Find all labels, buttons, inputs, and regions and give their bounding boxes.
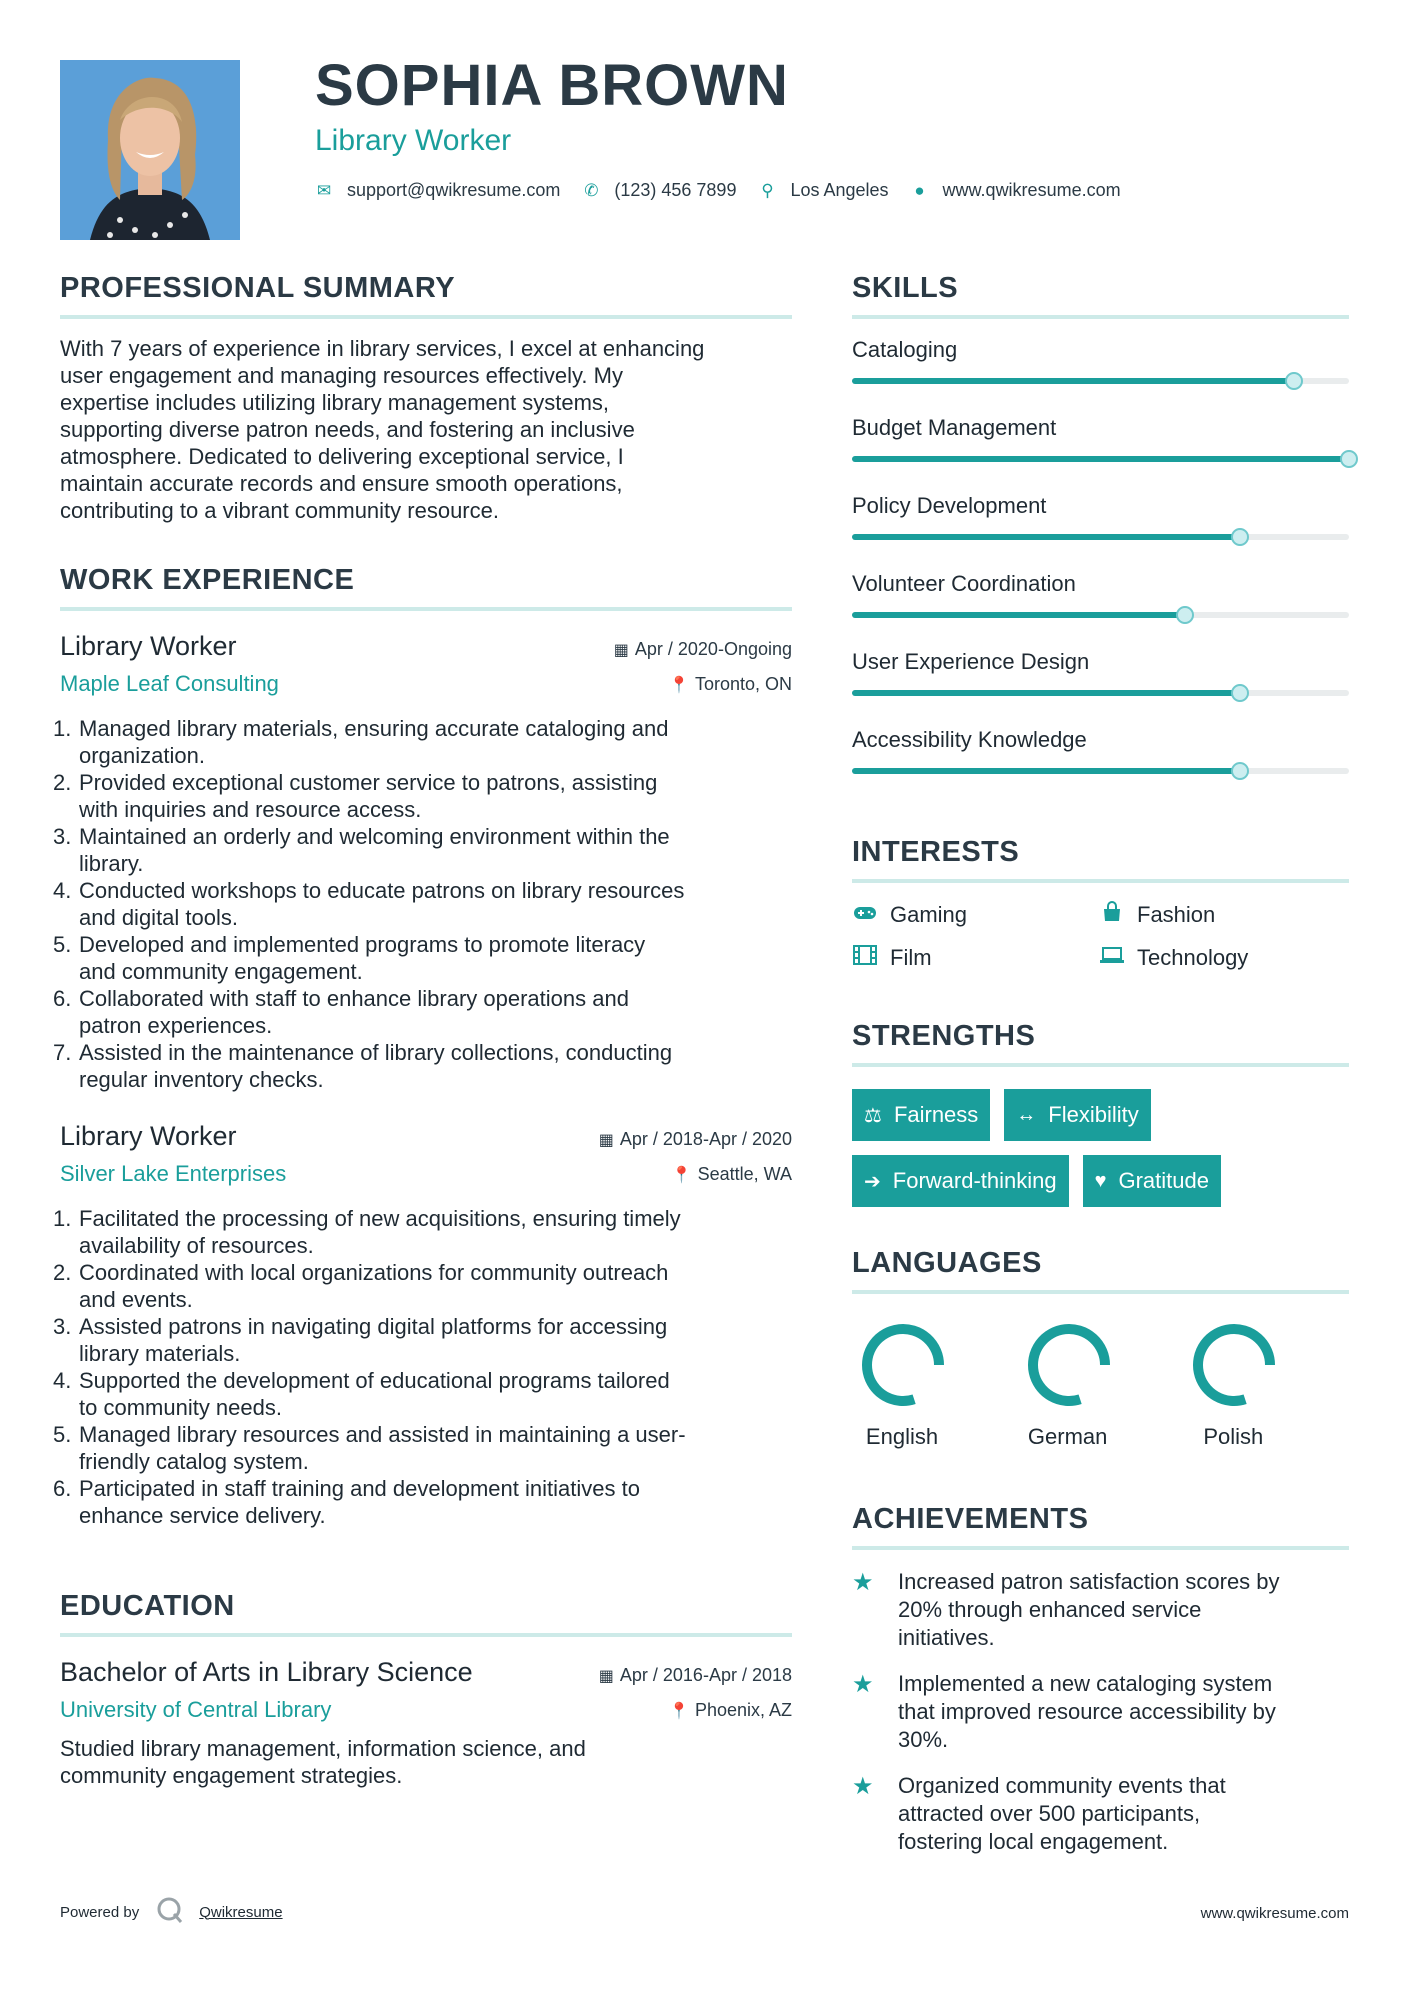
qwikresume-logo-icon [155,1895,185,1929]
skill-item [852,727,1349,805]
strength-label: Forward-thinking [892,1168,1057,1193]
list-number: 2. [53,770,72,795]
section-heading: PROFESSIONAL SUMMARY [60,272,792,319]
shooting-star-icon: ★ [852,1671,874,1698]
summary-line: supporting diverse patron needs, and fostering an inclusive [60,417,635,442]
balance-scale-icon: ⚖ [864,1104,882,1127]
duty-line: Coordinated with local organizations for community outreach [79,1260,669,1285]
skill-bar [852,534,1349,540]
achievements-list [852,1568,1349,1856]
skill-fill [852,534,1240,540]
achievement-item [852,1670,1349,1754]
education-section [60,1590,792,1789]
strength-label: Flexibility [1048,1102,1139,1127]
strength-chip [1083,1155,1221,1207]
footer-url[interactable]: www.qwikresume.com [1200,1905,1349,1922]
list-number: 3. [53,824,72,849]
achievement-line: that improved resource accessibility by [898,1699,1276,1724]
pin-icon: 📍 [669,1703,689,1720]
summary-line: atmosphere. Dedicated to delivering exceptional service, I [60,444,624,469]
list-item [53,931,792,985]
achievement-text [898,1670,1276,1754]
achievement-line: Organized community events that [898,1773,1226,1798]
interest-label: Gaming [890,902,968,927]
duty-line: Collaborated with staff to enhance library operations and [79,986,629,1011]
interests-grid [852,901,1349,971]
summary-line: contributing to a vibrant community resource. [60,498,499,523]
contact-phone[interactable]: (123) 456 7899 [614,180,737,200]
duty-line: Assisted in the maintenance of library collections, conducting [79,1040,673,1065]
job-date-text: Apr / 2020-Ongoing [634,639,792,659]
section-heading: INTERESTS [852,836,1349,883]
strengths-list [852,1089,1349,1207]
candidate-name: SOPHIA BROWN [315,53,789,118]
job-date [614,639,792,660]
film-icon [852,945,878,971]
language-name: German [1027,1424,1108,1449]
skill-name: Volunteer Coordination [852,571,1076,596]
achievement-line: attracted over 500 participants, [898,1801,1201,1826]
skill-fill [852,378,1294,384]
strength-label: Gratitude [1118,1168,1209,1193]
achievement-text [898,1772,1226,1856]
list-item [53,715,792,769]
education-line: Studied library management, information science, and [60,1736,586,1761]
candidate-title: Library Worker [315,124,512,157]
skill-name: Policy Development [852,493,1047,518]
skill-item [852,493,1349,571]
globe-icon: ● [914,180,925,200]
skill-item [852,337,1349,415]
strength-chip [1004,1089,1150,1141]
phone-icon: ✆ [584,180,599,200]
list-item [53,1475,792,1529]
education-date-text: Apr / 2016-Apr / 2018 [619,1665,792,1685]
duty-line: patron experiences. [79,1013,273,1038]
skill-fill [852,768,1240,774]
duty-line: Participated in staff training and development initiatives to [79,1476,640,1501]
map-pin-icon: ⚲ [761,180,774,200]
duty-line: to community needs. [79,1395,282,1420]
duty-list [53,715,792,1093]
skill-knob [1231,528,1249,546]
duty-line: with inquiries and resource access. [79,797,422,822]
section-heading: EDUCATION [60,1590,792,1637]
skill-name: User Experience Design [852,649,1090,674]
job-location-text: Seattle, WA [697,1164,792,1184]
experience-section [53,564,792,1529]
languages-list [852,1320,1349,1450]
shooting-star-icon: ★ [852,1773,874,1800]
education-location-text: Phoenix, AZ [694,1700,792,1720]
skill-bar [852,768,1349,774]
list-number: 3. [53,1314,72,1339]
duty-line: and digital tools. [79,905,238,930]
achievement-item [852,1568,1349,1652]
duty-line: Supported the development of educational programs tailored [79,1368,670,1393]
duty-line: Facilitated the processing of new acquisitions, ensuring timely [79,1206,681,1231]
contact-location: Los Angeles [790,180,889,200]
skills-list [852,337,1349,805]
skill-item [852,649,1349,727]
shooting-star-icon: ★ [852,1569,874,1596]
calendar-icon: ▦ [598,1668,614,1685]
skill-knob [1231,684,1249,702]
section-heading: WORK EXPERIENCE [60,564,792,611]
skill-knob [1285,372,1303,390]
language-name: English [865,1424,939,1449]
section-heading: SKILLS [852,272,1349,319]
job-date-text: Apr / 2018-Apr / 2020 [619,1129,792,1149]
list-number: 5. [53,932,72,957]
achievement-text [898,1568,1280,1652]
duty-line: library materials. [79,1341,241,1366]
summary-line: user engagement and managing resources effectively. My [60,363,623,388]
summary-section [60,272,792,524]
contact-email[interactable]: support@qwikresume.com [347,180,561,200]
skill-fill [852,456,1349,462]
gamepad-icon [852,904,878,927]
job-company: Silver Lake Enterprises [60,1161,287,1186]
list-item [53,1421,792,1475]
language-ring [1024,1320,1114,1410]
list-number: 4. [53,1368,72,1393]
section-heading: LANGUAGES [852,1247,1349,1294]
interest-label: Film [890,945,932,970]
job-date [599,1129,792,1150]
languages-section [852,1247,1349,1450]
contact-website[interactable]: www.qwikresume.com [942,180,1121,200]
skill-knob [1231,762,1249,780]
job-title: Library Worker [60,631,237,661]
interest-item [852,945,1099,971]
summary-line: With 7 years of experience in library services, I excel at enhancing [60,336,705,361]
school-name: University of Central Library [60,1697,332,1722]
pin-icon: 📍 [669,677,689,694]
list-item [53,1259,792,1313]
skill-knob [1176,606,1194,624]
language-ring [1189,1320,1279,1410]
skill-name: Cataloging [852,337,958,362]
interests-section [852,836,1349,971]
list-item [53,1205,792,1259]
interest-item [852,901,1099,929]
skill-item [852,415,1349,493]
list-number: 6. [53,986,72,1011]
job-location-text: Toronto, ON [694,674,792,694]
job-title: Library Worker [60,1121,237,1151]
duty-line: and events. [79,1287,193,1312]
skill-fill [852,612,1185,618]
duty-line: Managed library materials, ensuring accurate cataloging and [79,716,669,741]
job-company: Maple Leaf Consulting [60,671,279,696]
skill-bar [852,690,1349,696]
shopping-bag-icon [1099,901,1125,929]
heart-icon: ♥ [1094,1169,1107,1192]
duty-line: enhance service delivery. [79,1503,326,1528]
job-location [672,1164,792,1185]
achievement-line: Implemented a new cataloging system [898,1671,1273,1696]
duty-line: Maintained an orderly and welcoming environment within the [79,824,670,849]
list-number: 1. [53,716,72,741]
skill-name: Accessibility Knowledge [852,727,1087,752]
strength-chip [852,1089,990,1141]
arrows-horizontal-icon: ↔ [1016,1103,1037,1126]
interest-label: Technology [1137,945,1249,970]
achievement-line: 20% through enhanced service [898,1597,1202,1622]
contact-bar [315,180,1143,201]
list-number: 5. [53,1422,72,1447]
duty-list [53,1205,792,1529]
strengths-section [852,1020,1349,1207]
list-item [53,1313,792,1367]
calendar-icon: ▦ [613,642,629,659]
achievement-line: 30%. [898,1727,949,1752]
job-entry [53,1121,792,1529]
duty-line: friendly catalog system. [79,1449,309,1474]
job-header [60,631,792,709]
strength-chip [852,1155,1069,1207]
achievement-item [852,1772,1349,1856]
list-item [53,1367,792,1421]
achievement-line: initiatives. [898,1625,995,1650]
skill-fill [852,690,1240,696]
calendar-icon: ▦ [598,1132,614,1149]
education-header [60,1657,792,1735]
laptop-icon [1099,946,1125,970]
list-item [53,1039,792,1093]
language-ring [858,1320,948,1410]
education-description [60,1735,792,1789]
skills-section [852,272,1349,805]
duty-line: Managed library resources and assisted in maintaining a user- [79,1422,686,1447]
language-item [1183,1320,1349,1450]
brand-link[interactable]: Qwikresume [199,1903,283,1921]
education-location [669,1700,792,1721]
list-item [53,877,792,931]
summary-text [60,335,792,524]
section-heading: STRENGTHS [852,1020,1349,1067]
arrow-right-icon: ➔ [864,1170,881,1193]
language-item [1018,1320,1184,1450]
duty-line: and community engagement. [79,959,363,984]
list-number: 6. [53,1476,72,1501]
achievement-line: fostering local engagement. [898,1829,1169,1854]
duty-line: availability of resources. [79,1233,314,1258]
duty-line: Developed and implemented programs to promote literacy [79,932,646,957]
skill-item [852,571,1349,649]
skill-bar [852,612,1349,618]
list-number: 2. [53,1260,72,1285]
section-heading: ACHIEVEMENTS [852,1503,1349,1550]
interest-item [1099,945,1349,971]
duty-line: Provided exceptional customer service to patrons, assisting [79,770,658,795]
list-item [53,985,792,1039]
list-item [53,769,792,823]
list-number: 7. [53,1040,72,1065]
footer-powered-by [60,1895,283,1929]
skill-name: Budget Management [852,415,1057,440]
education-line: community engagement strategies. [60,1763,403,1788]
duty-line: regular inventory checks. [79,1067,324,1092]
strength-label: Fairness [893,1102,979,1127]
language-item [852,1320,1018,1450]
degree-title: Bachelor of Arts in Library Science [60,1657,473,1687]
pin-icon: 📍 [671,1167,692,1184]
duty-line: library. [79,851,144,876]
interest-label: Fashion [1137,902,1216,927]
achievement-line: Increased patron satisfaction scores by [898,1569,1280,1594]
list-number: 1. [53,1206,72,1231]
education-date [599,1665,792,1686]
job-header [60,1121,792,1199]
list-item [53,823,792,877]
skill-bar [852,456,1349,462]
profile-photo [60,60,240,240]
interest-item [1099,901,1349,929]
achievements-section [852,1503,1349,1856]
duty-line: Assisted patrons in navigating digital platforms for accessing [79,1314,668,1339]
email-icon: ✉ [316,180,332,200]
list-number: 4. [53,878,72,903]
skill-knob [1340,450,1358,468]
duty-line: organization. [79,743,205,768]
duty-line: Conducted workshops to educate patrons on library resources [79,878,685,903]
language-name: Polish [1203,1424,1264,1449]
job-entry [53,631,792,1093]
summary-line: maintain accurate records and ensure smooth operations, [60,471,623,496]
summary-line: expertise includes utilizing library management systems, [60,390,610,415]
skill-bar [852,378,1349,384]
powered-by-label: Powered by [60,1903,140,1921]
job-location [669,674,792,695]
